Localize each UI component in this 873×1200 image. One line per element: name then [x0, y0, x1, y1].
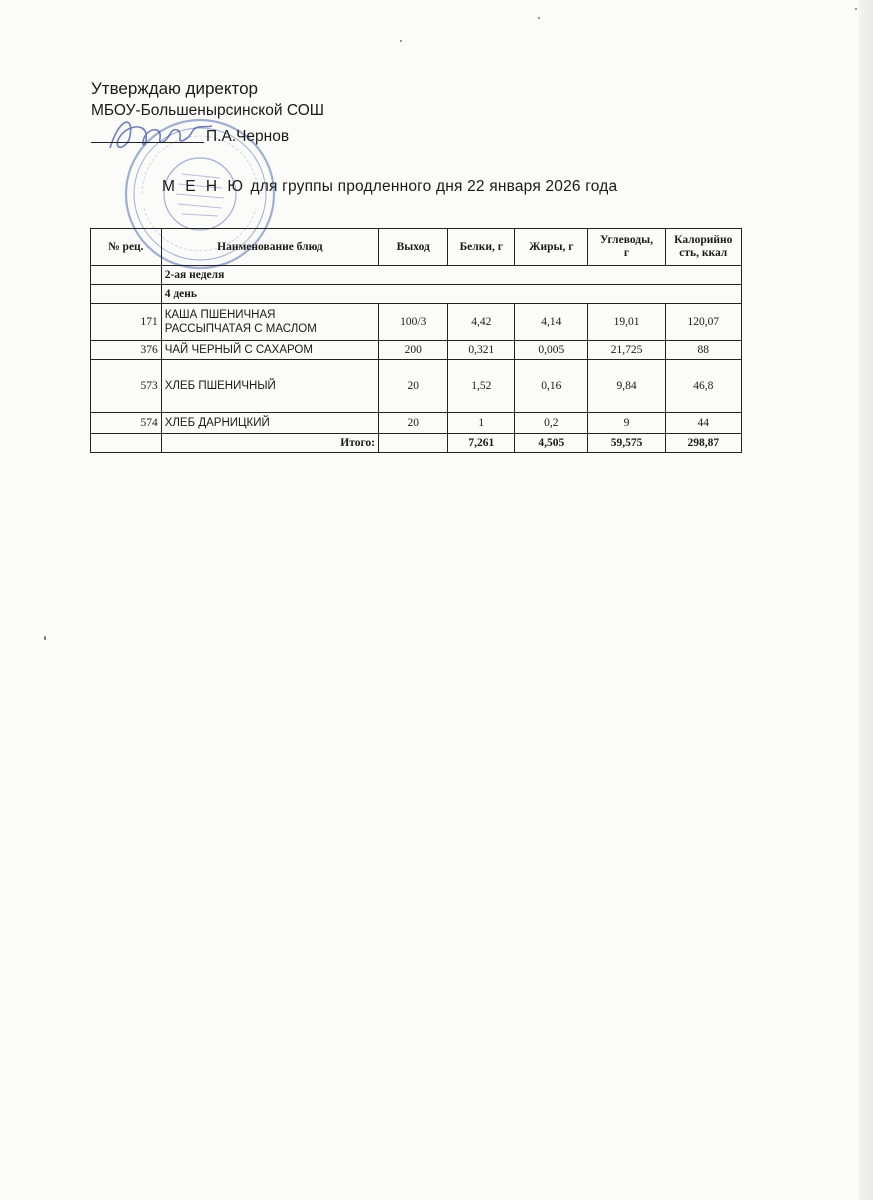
signature-line	[91, 128, 289, 146]
day-row-spacer	[91, 285, 162, 304]
kcal: 88	[665, 341, 741, 360]
recipe-num: 573	[91, 360, 162, 413]
scan-speck	[400, 40, 402, 42]
dish-name-line2: РАССЫПЧАТАЯ С МАСЛОМ	[164, 323, 317, 335]
dish-name: ЧАЙ ЧЕРНЫЙ С САХАРОМ	[161, 341, 378, 360]
protein: 1,52	[448, 360, 515, 413]
day-label: 4 день	[161, 285, 741, 304]
day-row	[91, 285, 742, 304]
fat: 4,14	[515, 304, 588, 341]
output: 20	[379, 360, 448, 413]
table-row	[91, 341, 742, 360]
week-row	[91, 266, 742, 285]
total-spacer	[91, 434, 162, 453]
menu-title-word: М Е Н Ю	[162, 178, 247, 195]
kcal: 44	[665, 413, 741, 434]
fat: 0,2	[515, 413, 588, 434]
carbs: 9	[588, 413, 665, 434]
scan-speck	[44, 636, 46, 640]
total-kcal: 298,87	[665, 434, 741, 453]
kcal: 120,07	[665, 304, 741, 341]
header-kcal-line2: сть, ккал	[679, 247, 728, 259]
week-row-spacer	[91, 266, 162, 285]
carbs: 19,01	[588, 304, 665, 341]
approval-block	[91, 78, 324, 122]
total-row	[91, 434, 742, 453]
protein: 1	[448, 413, 515, 434]
menu-title-rest: для группы продленного дня 22 января 2026 года	[250, 178, 618, 195]
header-out: Выход	[379, 229, 448, 266]
total-protein: 7,261	[448, 434, 515, 453]
header-num: № рец.	[91, 229, 162, 266]
header-kcal-line1: Калорийно	[674, 234, 733, 246]
school-name: МБОУ-Большенырсинской СОШ	[91, 102, 324, 119]
carbs: 21,725	[588, 341, 665, 360]
output: 20	[379, 413, 448, 434]
menu-title	[162, 178, 617, 196]
page-edge-shadow	[859, 0, 873, 1200]
output: 200	[379, 341, 448, 360]
recipe-num: 574	[91, 413, 162, 434]
carbs: 9,84	[588, 360, 665, 413]
approval-title: Утверждаю директор	[91, 79, 259, 98]
header-name: Наименование блюд	[161, 229, 378, 266]
menu-table	[90, 228, 742, 453]
kcal: 46,8	[665, 360, 741, 413]
total-carbs: 59,575	[588, 434, 665, 453]
header-protein: Белки, г	[448, 229, 515, 266]
table-row	[91, 413, 742, 434]
signature-blank	[91, 142, 204, 143]
total-label: Итого:	[161, 434, 378, 453]
table-header-row	[91, 229, 742, 266]
scan-speck	[538, 17, 540, 19]
total-output	[379, 434, 448, 453]
protein: 4,42	[448, 304, 515, 341]
fat: 0,16	[515, 360, 588, 413]
total-fat: 4,505	[515, 434, 588, 453]
table-row	[91, 304, 742, 341]
signer-name: П.А.Чернов	[206, 128, 290, 145]
output: 100/3	[379, 304, 448, 341]
protein: 0,321	[448, 341, 515, 360]
header-carbs	[588, 229, 665, 266]
header-kcal	[665, 229, 741, 266]
dish-name: ХЛЕБ ПШЕНИЧНЫЙ	[161, 360, 378, 413]
dish-name	[161, 304, 378, 341]
dish-name-line1: КАША ПШЕНИЧНАЯ	[164, 309, 276, 321]
header-carbs-line1: Углеводы,	[600, 234, 653, 246]
table-row	[91, 360, 742, 413]
fat: 0,005	[515, 341, 588, 360]
header-carbs-line2: г	[623, 247, 630, 259]
header-fat: Жиры, г	[515, 229, 588, 266]
recipe-num: 376	[91, 341, 162, 360]
recipe-num: 171	[91, 304, 162, 341]
week-label: 2-ая неделя	[161, 266, 741, 285]
dish-name: ХЛЕБ ДАРНИЦКИЙ	[161, 413, 378, 434]
scan-speck	[855, 8, 857, 10]
